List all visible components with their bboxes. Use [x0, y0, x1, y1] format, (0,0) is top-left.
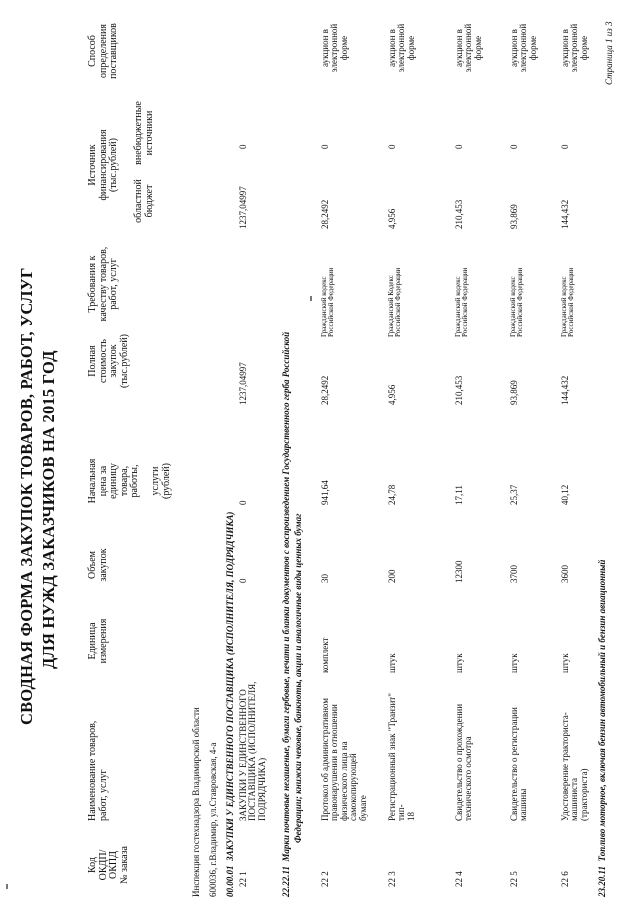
header-line: ОКПД — [108, 851, 119, 879]
row-method-line: электронной — [463, 23, 474, 73]
row-req-line: Гражданский Кодекс — [387, 275, 395, 337]
row-extrabudget: 0 — [509, 144, 519, 149]
row-name-line: правонарушении в отношении — [329, 704, 340, 821]
row-budget: 210,453 — [454, 199, 464, 229]
row-method-line: форме — [578, 35, 589, 61]
row-volume: 3600 — [560, 565, 570, 583]
row-total: 144,432 — [560, 375, 570, 405]
header-funding-source — [88, 105, 120, 225]
header-line: качеству товаров, — [97, 246, 109, 322]
header-line: (рублей) — [160, 463, 172, 500]
row-name-line: ПОСТАВЩИКА (ИСПОЛНИТЕЛЯ, — [247, 681, 258, 821]
row-method — [388, 17, 416, 79]
row-unit: штук — [560, 653, 570, 673]
header-volume — [88, 529, 109, 601]
row-code: 22 4 — [454, 871, 464, 887]
header-line: (тыс.рублей) — [108, 137, 119, 193]
header-line: ОКДП/ — [97, 849, 109, 881]
row-req-line: Гражданский кодекс — [560, 276, 568, 337]
header-line: единицу — [108, 463, 119, 499]
header-requirements — [88, 229, 120, 339]
row-unit: штук — [454, 653, 464, 673]
row-method-line: аукцион в — [509, 29, 519, 67]
row-price: 0 — [238, 500, 248, 505]
row-name — [455, 679, 474, 821]
row-budget: 1237,04997 — [238, 186, 248, 229]
header-line: Полная — [87, 345, 98, 377]
header-line: № заказа — [118, 846, 130, 884]
row-extrabudget: 0 — [387, 144, 397, 149]
group-title: Топливо моторное, включая бензин автомобильный и бензин авиационный — [597, 559, 607, 862]
row-total: 210,453 — [454, 375, 464, 405]
row-method-line: электронной — [518, 23, 529, 73]
header-line: Код — [87, 857, 98, 873]
header-price — [88, 435, 172, 527]
row-method-line: форме — [405, 35, 416, 61]
row-req-line: Российской Федерации — [516, 267, 525, 337]
row-extrabudget: 0 — [454, 144, 464, 149]
row-requirements — [321, 268, 336, 337]
header-line: цена за — [97, 465, 109, 497]
header-line: Наименование товаров, — [87, 720, 98, 821]
header-code — [88, 833, 130, 897]
row-req-line: Российской Федерации — [394, 267, 403, 337]
row-unit: штук — [387, 653, 397, 673]
row-name-line: Протокол об административном — [320, 698, 330, 821]
group-code: 00.00.01 — [225, 865, 235, 897]
header-line: (тыс.рублей) — [118, 333, 130, 389]
header-extrabudget — [134, 93, 155, 173]
group-title-stamps-line2: Федерации; книжки чековые, банкноты, акции и аналогичные виды ценных бумаг — [293, 513, 303, 843]
row-code: 22 5 — [509, 871, 519, 887]
header-line: Способ — [87, 35, 98, 67]
row-total: 4,956 — [387, 384, 397, 405]
row-method — [455, 17, 483, 79]
row-volume: 12300 — [454, 560, 464, 583]
row-volume: 30 — [320, 574, 330, 583]
row-name-line: физического лица на самокопирующей — [338, 741, 359, 821]
row-name — [510, 679, 529, 821]
row-method-line: аукцион в — [560, 29, 570, 67]
row-method-line: электронной — [396, 23, 407, 73]
row-req-line: Гражданский кодекс — [454, 276, 462, 337]
title-line-1: СВОДНАЯ ФОРМА ЗАКУПОК ТОВАРОВ, РАБОТ, УСЛУГ — [17, 267, 36, 725]
row-method — [510, 17, 538, 79]
header-line: Объем — [87, 551, 98, 579]
row-price: 941,64 — [320, 480, 330, 505]
header-line: работ, услуг — [108, 258, 119, 310]
header-line: финансирования — [97, 129, 109, 201]
header-line: Начальная — [87, 458, 98, 504]
row-method-line: форме — [472, 35, 483, 61]
row-total: 1237,04997 — [238, 362, 248, 405]
row-method-line: форме — [527, 35, 538, 61]
row-name — [561, 679, 589, 821]
row-method-line: электронной — [329, 23, 340, 73]
row-volume: 200 — [387, 569, 397, 583]
header-line: стоимость — [97, 339, 109, 383]
row-method-line: форме — [338, 35, 349, 61]
row-requirements — [388, 268, 403, 337]
header-line: внебюджетные — [133, 101, 144, 165]
row-req-line: Гражданский кодекс — [320, 276, 328, 337]
row-name — [321, 679, 368, 821]
row-method-line: электронной — [569, 23, 580, 73]
group-title-fuel — [598, 560, 607, 897]
row-budget: 4,956 — [387, 208, 397, 229]
row-code: 22 2 — [320, 871, 330, 887]
row-name — [239, 679, 267, 821]
header-name — [88, 681, 109, 821]
row-requirements — [510, 268, 525, 337]
header-line: поставщиков — [108, 23, 119, 79]
group-title-sole-supplier — [226, 512, 235, 897]
row-total: 93,869 — [509, 380, 519, 405]
scan-mark — [310, 296, 312, 301]
header-line: работ, услуг — [97, 769, 109, 821]
scan-mark — [6, 884, 8, 889]
header-line: областной — [133, 179, 144, 223]
row-method — [561, 17, 589, 79]
header-line: закупок — [97, 548, 109, 582]
row-name-line: Свидетельство о регистрации машины — [509, 707, 529, 821]
group-title: ЗАКУПКИ У ЕДИНСТВЕННОГО ПОСТАВЩИКА (ИСПОЛНИТЕЛЯ, ПОДРЯДЧИКА) — [225, 511, 235, 861]
row-price: 40,12 — [560, 484, 570, 505]
org-name: Инспекция гостехнадзора Владимирской области — [191, 707, 201, 897]
row-req-line: Российской Федерации — [567, 267, 576, 337]
row-extrabudget: 0 — [320, 144, 330, 149]
header-line: Источник — [87, 144, 98, 186]
header-line: услуги — [150, 466, 161, 496]
header-line: измерения — [97, 618, 109, 664]
row-name-line: ПОДРЯДЧИКА) — [256, 757, 267, 821]
row-code: 22 3 — [387, 871, 397, 887]
row-name-line: бумаге — [357, 795, 368, 821]
row-method-line: аукцион в — [320, 29, 330, 67]
org-address: 600036, г.Владимир, ул.Ставровская, 4-а — [208, 742, 218, 897]
row-method — [321, 17, 349, 79]
row-name-line: Регистрационный знак "Транзит" тип- — [387, 693, 407, 821]
page-number: Страница 1 из 3 — [604, 21, 614, 85]
row-code: 22 1 — [238, 871, 248, 887]
row-name-line: технического осмотра — [463, 736, 474, 821]
header-line: бюджет — [143, 184, 155, 218]
row-budget: 144,432 — [560, 199, 570, 229]
header-line: определения — [97, 24, 109, 78]
row-name-line: ЗАКУПКИ У ЕДИНСТВЕННОГО — [238, 689, 248, 821]
row-code: 22 6 — [560, 871, 570, 887]
row-name — [388, 679, 416, 821]
row-method-line: аукцион в — [387, 29, 397, 67]
row-name-line: (тракториста) — [578, 768, 589, 821]
row-unit: штук — [509, 653, 519, 673]
group-code: 22.22.11 — [281, 865, 291, 897]
row-name-line: 18 — [405, 812, 416, 821]
group-title-stamps — [282, 332, 291, 897]
row-price: 17,11 — [454, 485, 464, 505]
row-requirements — [561, 268, 576, 337]
row-price: 25,37 — [509, 484, 519, 505]
header-line: Единица — [87, 622, 98, 660]
row-req-line: Российской Федерации — [461, 267, 470, 337]
row-budget: 93,869 — [509, 204, 519, 229]
header-line: работы, — [129, 464, 140, 498]
row-req-line: Гражданский кодекс — [509, 276, 517, 337]
title-line-2: ДЛЯ НУЖД ЗАКАЗЧИКОВ НА 2015 ГОД — [39, 350, 58, 669]
header-line: источники — [143, 110, 155, 156]
row-name-line: Удостоверение тракториста-машиниста — [560, 712, 580, 821]
row-unit: комплект — [320, 637, 330, 673]
row-budget: 28,2492 — [320, 199, 330, 229]
row-method-line: аукцион в — [454, 29, 464, 67]
header-unit — [88, 603, 109, 679]
header-line: Требования к — [87, 255, 98, 313]
header-method — [88, 3, 120, 99]
row-total: 28,2492 — [320, 375, 330, 405]
row-name-line: Свидетельство о прохождении — [454, 703, 464, 821]
row-extrabudget: 0 — [560, 144, 570, 149]
header-regional-budget — [134, 172, 155, 230]
group-code: 23.20.11 — [597, 865, 607, 897]
row-extrabudget: 0 — [238, 144, 248, 149]
header-line: товара, — [118, 465, 130, 497]
header-line: закупок — [108, 344, 119, 378]
row-volume: 3700 — [509, 565, 519, 583]
group-title: Марки почтовые негашеные, бумаги гербовые, печати и бланки документов с воспроизведением Государственного герба Российской — [281, 331, 291, 862]
row-requirements — [455, 268, 470, 337]
row-price: 24,78 — [387, 484, 397, 505]
row-volume: 0 — [238, 578, 248, 583]
row-req-line: Российской Федерации — [327, 267, 336, 337]
